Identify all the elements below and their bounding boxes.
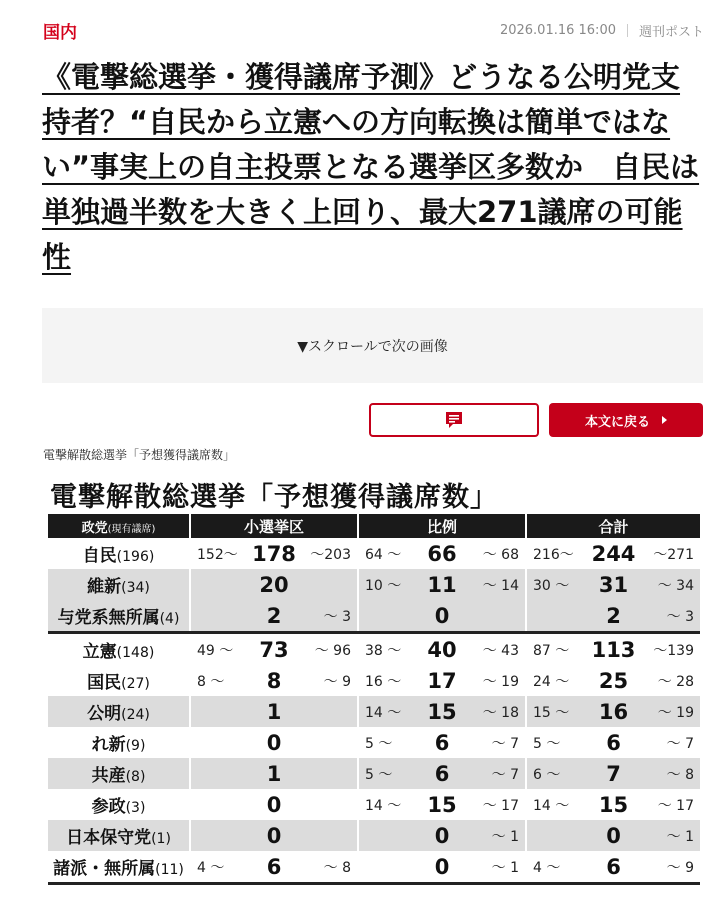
article-headline[interactable]: 《電撃総選挙・獲得議席予測》どうなる公明党支持者？“自民から立憲への方向転換は簡単ではない”事実上の自主投票となる選挙区多数か 自民は単独過半数を大きく上回り、最大271議席の可能性 bbox=[42, 60, 700, 274]
party-cell bbox=[48, 633, 190, 666]
source-label[interactable]: 週刊ポスト bbox=[638, 25, 704, 40]
seat-forecast-figure bbox=[42, 470, 706, 885]
pr-cell bbox=[358, 633, 526, 666]
total-max: ～ 34 bbox=[657, 577, 694, 594]
pr-max: ～ 7 bbox=[491, 766, 519, 783]
party-cell bbox=[48, 820, 190, 851]
current-seats: (148) bbox=[116, 645, 155, 661]
party-name: 参政 bbox=[91, 797, 126, 817]
total-cell bbox=[526, 665, 700, 696]
single-max: ～203 bbox=[310, 546, 351, 563]
single-max: ～ 8 bbox=[323, 859, 351, 876]
single-cell bbox=[190, 696, 358, 727]
party-name: 与党系無所属 bbox=[57, 608, 160, 628]
pr-max: ～ 19 bbox=[482, 673, 519, 690]
article-meta bbox=[0, 0, 718, 56]
pr-max: ～ 7 bbox=[491, 735, 519, 752]
publish-date: 2026.01.16 16:00 bbox=[499, 23, 616, 38]
total-forecast: 113 bbox=[591, 637, 636, 662]
party-cell bbox=[48, 665, 190, 696]
total-max: ～ 8 bbox=[666, 766, 694, 783]
pr-cell bbox=[358, 727, 526, 758]
total-min: 30 ～ bbox=[533, 577, 570, 594]
total-forecast: 16 bbox=[598, 699, 629, 724]
meta-divider bbox=[627, 24, 628, 37]
total-max: ～ 28 bbox=[657, 673, 694, 690]
comment-icon bbox=[444, 410, 464, 430]
total-max: ～ 1 bbox=[666, 828, 694, 845]
pr-cell bbox=[358, 758, 526, 789]
single-forecast: 2 bbox=[266, 603, 282, 628]
table-row bbox=[48, 789, 700, 820]
single-forecast: 8 bbox=[266, 668, 282, 693]
single-cell bbox=[190, 665, 358, 696]
party-cell bbox=[48, 789, 190, 820]
single-forecast: 1 bbox=[266, 699, 282, 724]
single-max: ～ 96 bbox=[314, 642, 351, 659]
pr-forecast: 6 bbox=[434, 761, 450, 786]
single-max: ～ 3 bbox=[323, 608, 351, 625]
party-name: 国民 bbox=[87, 673, 122, 693]
current-seats: (8) bbox=[125, 769, 146, 785]
table-row bbox=[48, 600, 700, 633]
header-party: 政党(現有議席) bbox=[48, 514, 190, 538]
header-pr: 比例 bbox=[358, 514, 526, 538]
single-forecast: 0 bbox=[266, 823, 282, 848]
party-name: 共産 bbox=[91, 766, 126, 786]
total-cell bbox=[526, 569, 700, 600]
pr-max: ～ 68 bbox=[482, 546, 519, 563]
total-min: 15 ～ bbox=[533, 704, 570, 721]
seat-forecast-table bbox=[48, 514, 700, 885]
back-button-label: 本文に戻る bbox=[584, 414, 650, 430]
party-cell bbox=[48, 600, 190, 633]
pr-forecast: 15 bbox=[427, 699, 457, 724]
total-min: 6 ～ bbox=[533, 766, 561, 783]
single-forecast: 1 bbox=[266, 761, 282, 786]
party-cell bbox=[48, 851, 190, 884]
pr-max: ～ 14 bbox=[482, 577, 519, 594]
table-row bbox=[48, 538, 700, 569]
single-cell bbox=[190, 789, 358, 820]
single-min: 4 ～ bbox=[197, 859, 225, 876]
back-to-article-button[interactable] bbox=[549, 403, 703, 437]
party-cell bbox=[48, 696, 190, 727]
pr-cell bbox=[358, 538, 526, 569]
total-max: ～271 bbox=[653, 546, 694, 563]
total-min: 216～ bbox=[533, 546, 574, 563]
table-row bbox=[48, 758, 700, 789]
total-forecast: 6 bbox=[606, 854, 621, 879]
single-cell bbox=[190, 633, 358, 666]
category-label[interactable]: 国内 bbox=[43, 23, 77, 43]
table-row bbox=[48, 569, 700, 600]
total-cell bbox=[526, 758, 700, 789]
pr-cell bbox=[358, 696, 526, 727]
table-row bbox=[48, 820, 700, 851]
current-seats: (24) bbox=[121, 707, 150, 723]
single-cell bbox=[190, 727, 358, 758]
party-name: 立憲 bbox=[82, 642, 117, 662]
pr-forecast: 0 bbox=[434, 823, 450, 848]
scroll-notice bbox=[42, 308, 703, 383]
header-total: 合計 bbox=[526, 514, 700, 538]
table-header-row bbox=[48, 514, 700, 538]
single-cell bbox=[190, 569, 358, 600]
total-cell bbox=[526, 538, 700, 569]
table-row bbox=[48, 851, 700, 884]
pr-forecast: 0 bbox=[434, 854, 450, 879]
party-name: れ新 bbox=[91, 735, 126, 755]
current-seats: (3) bbox=[125, 800, 146, 816]
single-forecast: 6 bbox=[266, 854, 282, 879]
single-max: ～ 9 bbox=[323, 673, 351, 690]
total-max: ～ 19 bbox=[657, 704, 694, 721]
total-forecast: 244 bbox=[591, 541, 636, 566]
single-min: 49 ～ bbox=[197, 642, 234, 659]
total-cell bbox=[526, 820, 700, 851]
pr-forecast: 6 bbox=[434, 730, 450, 755]
total-cell bbox=[526, 696, 700, 727]
pr-min: 16 ～ bbox=[365, 673, 402, 690]
single-cell bbox=[190, 758, 358, 789]
single-cell bbox=[190, 538, 358, 569]
party-name: 自民 bbox=[82, 546, 117, 566]
pr-cell bbox=[358, 665, 526, 696]
pr-min: 14 ～ bbox=[365, 797, 402, 814]
party-cell bbox=[48, 538, 190, 569]
total-min: 24 ～ bbox=[533, 673, 570, 690]
total-max: ～ 7 bbox=[666, 735, 694, 752]
total-forecast: 7 bbox=[606, 761, 621, 786]
party-name: 諸派・無所属 bbox=[53, 859, 156, 879]
total-cell bbox=[526, 851, 700, 884]
total-max: ～ 17 bbox=[657, 797, 694, 814]
total-cell bbox=[526, 600, 700, 633]
pr-max: ～ 17 bbox=[482, 797, 519, 814]
party-cell bbox=[48, 727, 190, 758]
pr-forecast: 15 bbox=[427, 792, 457, 817]
total-forecast: 6 bbox=[606, 730, 621, 755]
comment-button[interactable] bbox=[369, 403, 539, 437]
meta-info bbox=[500, 21, 704, 40]
pr-cell bbox=[358, 820, 526, 851]
pr-cell bbox=[358, 569, 526, 600]
pr-forecast: 0 bbox=[434, 603, 450, 628]
scroll-notice-text: ▼スクロールで次の画像 bbox=[297, 338, 448, 355]
total-max: ～139 bbox=[653, 642, 694, 659]
pr-cell bbox=[358, 851, 526, 884]
current-seats: (196) bbox=[116, 549, 155, 565]
single-cell bbox=[190, 851, 358, 884]
figure-title: 電撃解散総選挙「予想獲得議席数」 bbox=[50, 482, 498, 513]
party-name: 日本保守党 bbox=[66, 828, 152, 848]
total-forecast: 15 bbox=[598, 792, 629, 817]
pr-cell bbox=[358, 789, 526, 820]
total-forecast: 0 bbox=[606, 823, 621, 848]
current-seats: (34) bbox=[121, 580, 150, 596]
image-caption: 電撃解散総選挙「予想獲得議席数」 bbox=[43, 448, 236, 462]
party-name: 維新 bbox=[87, 577, 122, 597]
pr-min: 14 ～ bbox=[365, 704, 402, 721]
total-cell bbox=[526, 633, 700, 666]
table-row bbox=[48, 727, 700, 758]
current-seats: (27) bbox=[121, 676, 150, 692]
total-forecast: 25 bbox=[598, 668, 629, 693]
pr-max: ～ 18 bbox=[482, 704, 519, 721]
current-seats: (1) bbox=[151, 831, 171, 847]
single-forecast: 178 bbox=[252, 541, 296, 566]
total-min: 4 ～ bbox=[533, 859, 561, 876]
pr-forecast: 66 bbox=[427, 541, 457, 566]
pr-max: ～ 1 bbox=[491, 859, 519, 876]
pr-forecast: 40 bbox=[427, 637, 457, 662]
party-cell bbox=[48, 758, 190, 789]
pr-min: 5 ～ bbox=[365, 766, 393, 783]
single-forecast: 20 bbox=[259, 572, 289, 597]
pr-max: ～ 1 bbox=[491, 828, 519, 845]
chevron-right-icon bbox=[662, 416, 667, 424]
pr-min: 38 ～ bbox=[365, 642, 402, 659]
single-cell bbox=[190, 600, 358, 633]
pr-forecast: 17 bbox=[427, 668, 457, 693]
pr-min: 64 ～ bbox=[365, 546, 402, 563]
current-seats: (9) bbox=[125, 738, 146, 754]
current-seats: (11) bbox=[155, 862, 184, 878]
table-row bbox=[48, 665, 700, 696]
single-forecast: 0 bbox=[266, 792, 282, 817]
single-forecast: 0 bbox=[266, 730, 282, 755]
single-min: 8 ～ bbox=[197, 673, 225, 690]
total-forecast: 31 bbox=[598, 572, 629, 597]
current-seats: (4) bbox=[159, 611, 180, 627]
pr-cell bbox=[358, 600, 526, 633]
total-max: ～ 3 bbox=[666, 608, 694, 625]
party-cell bbox=[48, 569, 190, 600]
pr-min: 5 ～ bbox=[365, 735, 393, 752]
pr-forecast: 11 bbox=[427, 572, 457, 597]
single-forecast: 73 bbox=[259, 637, 289, 662]
total-min: 87 ～ bbox=[533, 642, 570, 659]
pr-max: ～ 43 bbox=[482, 642, 519, 659]
total-max: ～ 9 bbox=[666, 859, 694, 876]
single-cell bbox=[190, 820, 358, 851]
table-row bbox=[48, 696, 700, 727]
table-row bbox=[48, 633, 700, 666]
total-min: 14 ～ bbox=[533, 797, 570, 814]
total-min: 5 ～ bbox=[533, 735, 561, 752]
total-cell bbox=[526, 789, 700, 820]
header-single: 小選挙区 bbox=[190, 514, 358, 538]
total-forecast: 2 bbox=[606, 603, 621, 628]
party-name: 公明 bbox=[87, 704, 122, 724]
pr-min: 10 ～ bbox=[365, 577, 402, 594]
single-min: 152～ bbox=[197, 546, 238, 563]
total-cell bbox=[526, 727, 700, 758]
